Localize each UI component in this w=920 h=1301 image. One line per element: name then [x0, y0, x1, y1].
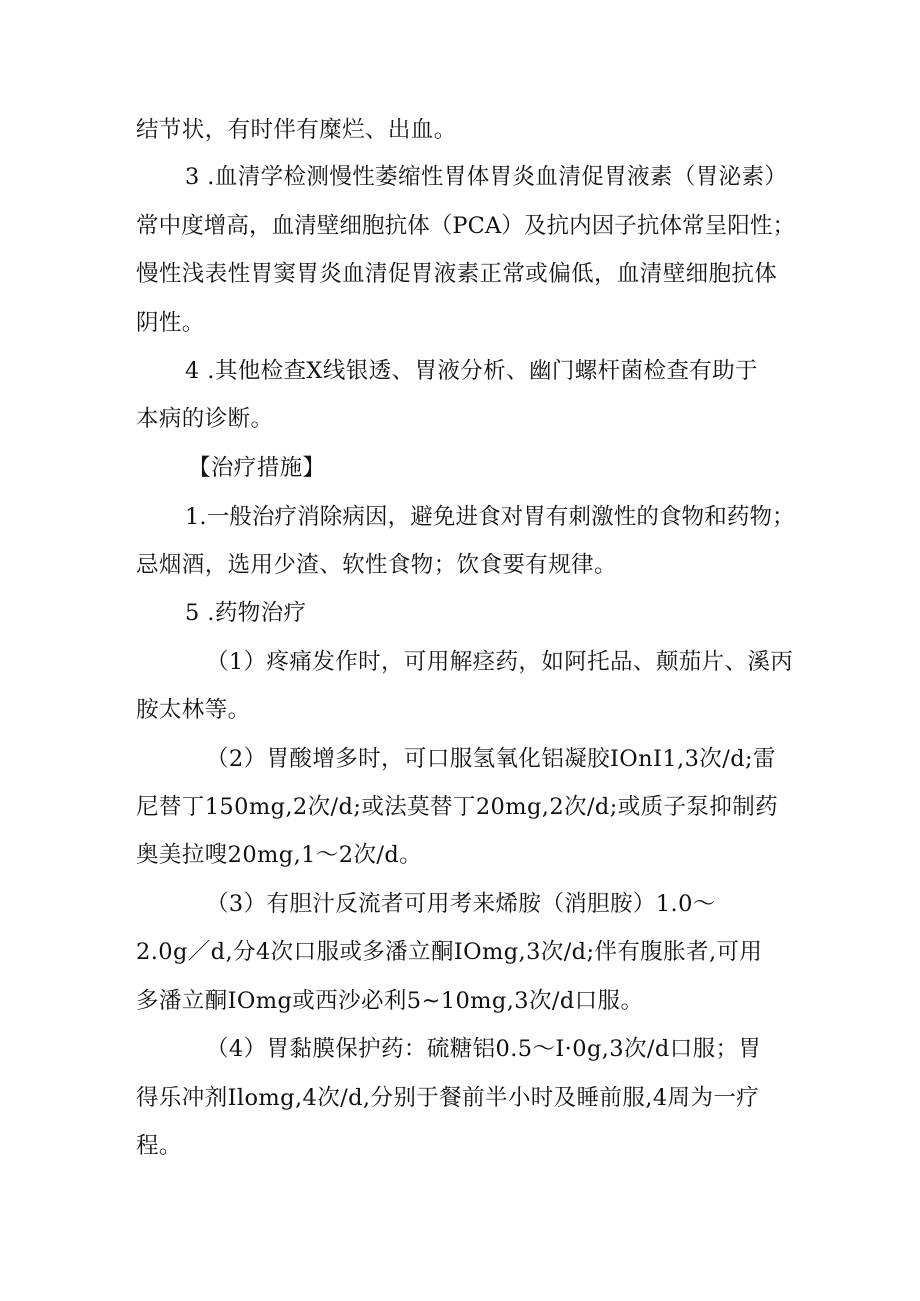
paragraph-line: 结节状，有时伴有糜烂、出血。 [136, 117, 457, 143]
paragraph-line: 2.0g／d,分4次口服或多潘立酮IOmg,3次/d;伴有腹胀者,可用 [136, 939, 763, 965]
subsection-heading: 5 .药物治疗 [185, 600, 307, 626]
paragraph-line: 程。 [136, 1133, 182, 1159]
paragraph-line: 4 .其他检查X线银透、胃液分析、幽门螺杆菌检查有助于 [185, 358, 758, 384]
paragraph-line: 阴性。 [136, 310, 205, 336]
paragraph-line: （1）疼痛发作时，可用解痉药，如阿托品、颠茄片、溪丙 [206, 649, 794, 675]
paragraph-line: （2）胃酸增多时，可口服氢氧化铝凝胶IOnI1,3次/d;雷 [206, 746, 776, 772]
paragraph-line: （3）有胆汁反流者可用考来烯胺（消胆胺）1.0～ [206, 891, 716, 917]
paragraph-line: 尼替丁150mg,2次/d;或法莫替丁20mg,2次/d;或质子泵抑制药 [136, 794, 779, 820]
paragraph-line: 3 .血清学检测慢性萎缩性胃体胃炎血清促胃液素（胃泌素） [185, 164, 788, 190]
paragraph-line: 胺太林等。 [136, 697, 251, 723]
paragraph-line: 慢性浅表性胃窦胃炎血清促胃液素正常或偏低，血清壁细胞抗体 [136, 261, 778, 287]
paragraph-line: 1.一般治疗消除病因，避免进食对胃有刺激性的食物和药物； [185, 504, 795, 530]
paragraph-line: 多潘立酮IOmg或西沙必利5~10mg,3次/d口服。 [136, 988, 644, 1014]
paragraph-line: 常中度增高，血清壁细胞抗体（PCA）及抗内因子抗体常呈阳性； [136, 213, 796, 239]
paragraph-line: （4）胃黏膜保护药：硫糖铝0.5～I·0g,3次/d口服；胃 [206, 1036, 762, 1062]
paragraph-line: 忌烟酒，选用少渣、软性食物；饮食要有规律。 [136, 552, 617, 578]
paragraph-line: 奥美拉嗖20mg,1～2次/d。 [136, 842, 423, 868]
paragraph-line: 得乐冲剂Ilomg,4次/d,分别于餐前半小时及睡前服,4周为一疗 [136, 1085, 760, 1111]
paragraph-line: 本病的诊断。 [136, 406, 274, 432]
section-heading: 【治疗措施】 [188, 455, 326, 481]
